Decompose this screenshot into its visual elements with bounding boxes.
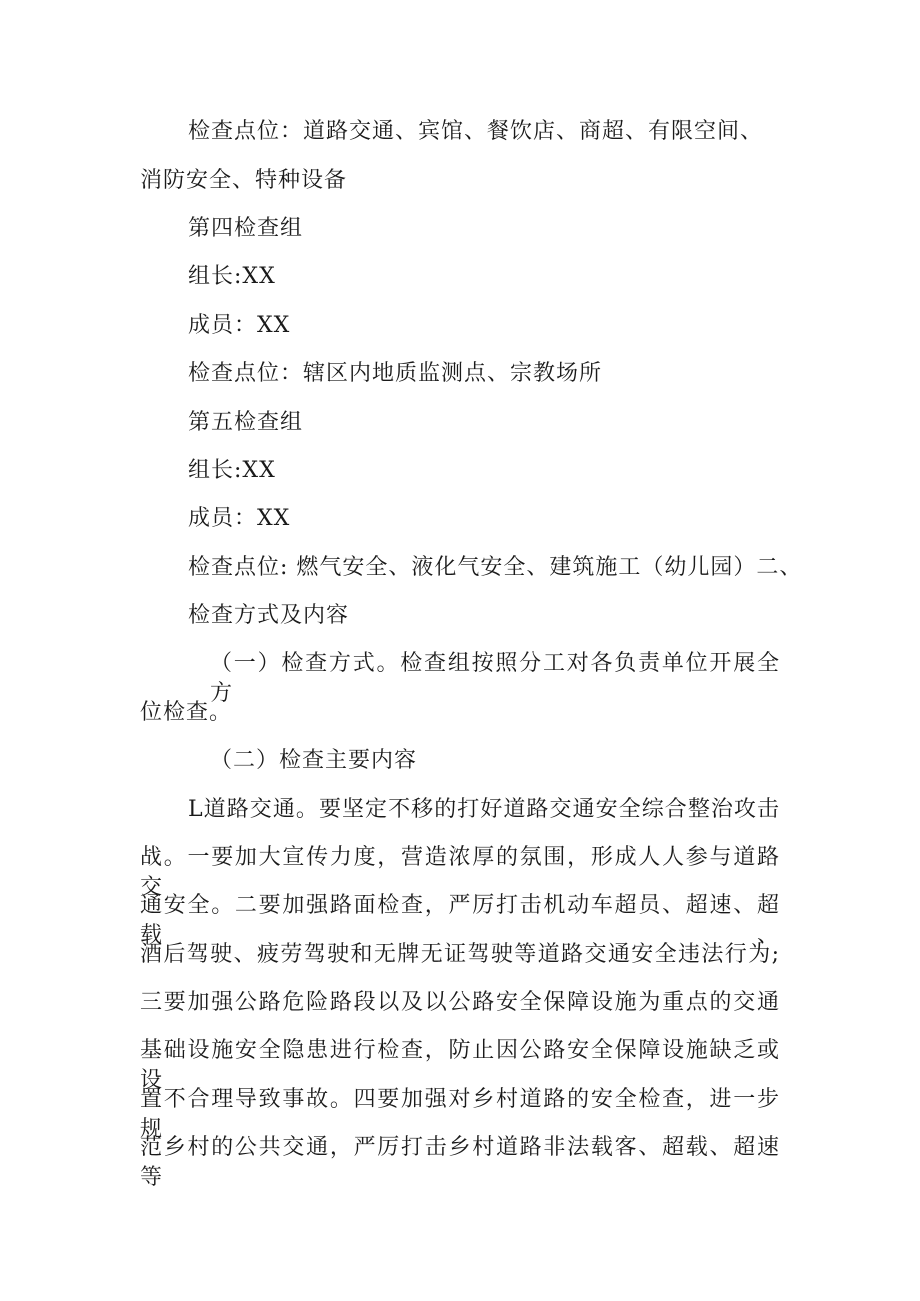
group-four-leader: 组长:XX (188, 264, 276, 289)
road-traffic-para-line-7: 置不合理导致事故。四要加强对乡村道路的安全检查，进一步规 (140, 1087, 780, 1142)
road-traffic-para-line-2: 战。一要加大宣传力度，营造浓厚的氛围，形成人人参与道路交 (140, 845, 780, 900)
group-five-leader: 组长:XX (188, 458, 276, 483)
group-five-members: 成员：XX (188, 506, 291, 531)
inspection-method-line-1: （一）检查方式。检查组按照分工对各负责单位开展全方 (210, 651, 780, 706)
inspection-points-line-1: 检查点位：道路交通、宾馆、餐饮店、商超、有限空间、 (188, 119, 764, 144)
group-four-inspection-points: 检查点位：辖区内地质监测点、宗教场所 (188, 361, 603, 386)
group-four-members: 成员：XX (188, 313, 291, 338)
road-traffic-para-line-5: 三要加强公路危险路段以及以公路安全保障设施为重点的交通 (140, 990, 780, 1015)
road-traffic-para-line-4: 酒后驾驶、疲劳驾驶和无牌无证驾驶等道路交通安全违法行为; (140, 942, 780, 967)
inspection-method-line-2: 位检查。 (140, 700, 233, 725)
road-traffic-para-line-1: L道路交通。要坚定不移的打好道路交通安全综合整治攻击 (188, 797, 780, 822)
inspection-points-line-2: 消防安全、特种设备 (140, 168, 348, 193)
section-two-heading-cont: 检查方式及内容 (188, 603, 350, 628)
road-traffic-para-line-6: 基础设施安全隐患进行检查，防止因公路安全保障设施缺乏或设 (140, 1038, 780, 1093)
group-four-heading: 第四检查组 (188, 216, 304, 241)
main-content-heading: （二）检查主要内容 (210, 748, 418, 773)
road-traffic-para-line-3: 通安全。二要加强路面检查，严厉打击机动车超员、超速、超载、 (140, 893, 780, 948)
road-traffic-para-line-8: 范乡村的公共交通，严厉打击乡村道路非法载客、超载、超速等 (140, 1135, 780, 1190)
group-five-heading: 第五检查组 (188, 410, 304, 435)
group-five-inspection-points: 检查点位: 燃气安全、液化气安全、建筑施工（幼儿园）二、 (188, 555, 803, 580)
